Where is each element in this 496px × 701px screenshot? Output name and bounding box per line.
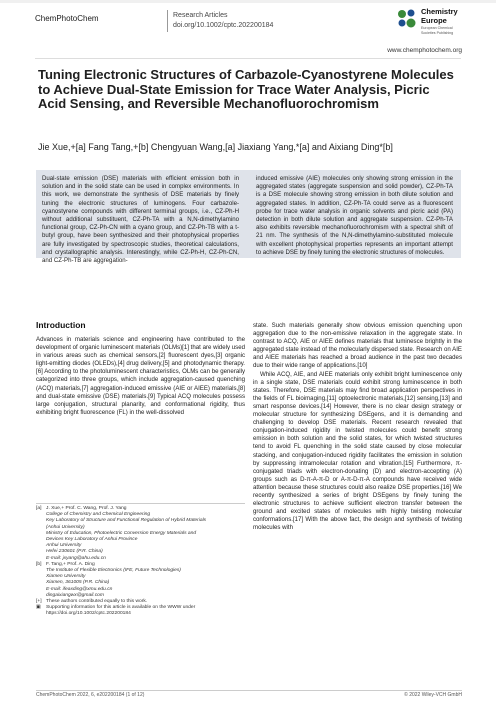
footnote-line: Hefei 230601 (P.R. China) [46, 549, 103, 555]
footnote-line: Devices Key Laboratory of Anhui Province [46, 537, 138, 543]
logo-subtitle-line2: Societies Publishing [421, 30, 454, 35]
footnote-line: F. Tang,+ Prof. A. Ding [46, 561, 95, 567]
top-rule [0, 0, 496, 3]
footnote-line: Xiamen University [46, 574, 86, 580]
footnote-mark: [b] [36, 561, 42, 567]
journal-name: ChemPhotoChem [35, 14, 99, 23]
footnote-a [36, 506, 245, 562]
body-left-column [36, 336, 245, 417]
abstract-left-column: Dual-state emission (DSE) materials with efficient emission both in solution and in the solid state can be used in complex environments. In this work, we demonstrate the synthesis of DSE materials by finely tuning the electronic structures of luminogens. Four carbazole-cyanostyrene compounds with different terminal groups, i.e., CZ-Ph-H without additional substituent, CZ-Ph-TA with a N,N-dimethylamino functional group, CZ-Ph-CN with a cyano group, and CZ-Ph-TB with a t-butyl group, have been synthesized and their photophysical properties are fully investigated by spectroscopic studies, theoretical calculations, and crystallographic analysis. Interestingly, while CZ-Ph-H, CZ-Ph-CN, and CZ-Ph-TB are aggregation- [42, 175, 239, 265]
article-title: Tuning Electronic Structures of Carbazole-Cyanostyrene Molecules to Achieve Dual-State Emission for Trace Water Analysis, Picric Acid Sensing, and Reversible Mechanofluorochromism [38, 67, 454, 111]
footer-citation: ChemPhotoChem 2022, 6, e202200184 (1 of 12) [36, 692, 145, 698]
footnote-email[interactable]: E-mail: ifeaxding@xmu.edu.cn [46, 586, 113, 592]
author-list: Jie Xue,+[a] Fang Tang,+[b] Chengyuan Wang,[a] Jiaxiang Yang,*[a] and Aixiang Ding*[b] [38, 142, 393, 152]
logo-title-line2: Europe [421, 15, 447, 25]
affiliation-footnotes [36, 506, 245, 618]
abstract-right-column: induced emissive (AIE) molecules only showing strong emission in the aggregated states (aggregate suspension and solid powder), CZ-Ph-TA is a DSE molecule showing strong emission in both dilute solution and aggregated states. In addition, CZ-Ph-TA could serve as a fluorescent probe for trace water analysis in organic solvents and picric acid (PA) detection in both dilute solution and aggregate suspension. CZ-Ph-TA also exhibits reversible mechanofluorochromism with a spectral shift of 21 nm. The synthesis of the N,N-dimethylamino-substituted molecule with excellent photophysical properties represents an important attempt to achieve DSE by finely tuning the electronic structures of molecules. [256, 175, 453, 256]
article-type: Research Articles [173, 12, 228, 19]
footnote-email[interactable]: dingaixiangwx@gmail.com [46, 592, 104, 598]
chemistry-europe-logo[interactable] [396, 6, 486, 40]
body-paragraph: Advances in materials science and engineering have contributed to the development of organic luminescent materials (OLMs)[1] that are widely used in various areas such as chemical sensors,[2] fluorescent dyes,[3] organic light-emitting diodes (OLEDs),[4] drug delivery,[5] and photodynamic therapy.[6] According to the photoluminescent characteristics, OLMs can be generally categorized into three groups, which include aggregation-caused quenching (ACQ) materials,[7] aggregation-induced emissive (AIE or AIEE) materials,[8] and dual-state emissive (DSE) materials.[9] Typical ACQ molecules possess large conjugation, structural planarity, and conformational rigidity, thus exhibiting bright fluorescence (FL) in the well-dissolved [36, 336, 245, 416]
footnote-line: The Institute of Flexible Electronics (IFE, Future Technologies) [46, 568, 181, 574]
logo-title [421, 8, 458, 25]
journal-website-link[interactable]: www.chemphotochem.org [387, 47, 462, 54]
footnote-line: (Anhui University) [46, 524, 85, 530]
footer-rule [36, 690, 462, 691]
footnote-line: Anhui University [46, 543, 82, 549]
chemistry-europe-emblem-icon [396, 8, 418, 30]
doi-link[interactable]: doi.org/10.1002/cptc.202200184 [173, 22, 274, 29]
footer-copyright: © 2022 Wiley-VCH GmbH [404, 692, 462, 698]
introduction-heading: Introduction [36, 320, 86, 330]
header-separator [167, 10, 168, 32]
footnote-email[interactable]: E-mail: jxyang@ahu.edu.cn [46, 555, 106, 561]
footnote-line: Supporting information for this article is available on the WWW under [46, 605, 196, 611]
header-rule [35, 58, 461, 59]
footnote-line: College of Chemistry and Chemical Engineering [46, 512, 151, 518]
supporting-info-icon: ▣ [36, 605, 41, 611]
supporting-info-link[interactable]: https://doi.org/10.1002/cptc.202200184 [46, 611, 131, 617]
footnote-mark: [+] [36, 599, 42, 605]
footnote-line: Key Laboratory of Structure and Functional Regulation of Hybrid Materials [46, 518, 207, 524]
logo-title-line1: Chemistry [421, 7, 458, 16]
logo-subtitle-line1: European Chemical [421, 26, 453, 30]
footnote-mark: [a] [36, 506, 42, 511]
abstract-box [36, 170, 461, 265]
footnote-b [36, 562, 245, 599]
body-paragraph: state. Such materials generally show obvious emission quenching upon aggregation due to the non-emissive relaxation in the aggregate state. In contrast to ACQ, AIE or AIEE defines materials that luminesce brightly in the aggregated state instead of the molecularly dispersed state. Research on AIE and AIEE materials has reached a broad audience in the past two decades due to their wide range of applications.[10] [253, 322, 462, 370]
footnote-rule [36, 503, 245, 504]
footnote-line: These authors contributed equally to this work. [46, 599, 148, 605]
logo-subtitle [421, 26, 453, 35]
footnote-line: Ministry of Education, Photoelectric Conversion Energy Materials and [46, 530, 197, 536]
footnote-supporting-info [36, 605, 245, 617]
footnote-line: Xiamen, 361005 (P.R. China) [46, 580, 110, 586]
body-right-column [253, 322, 462, 532]
body-paragraph: While ACQ, AIE, and AIEE materials only exhibit bright luminescence only in a single state, DSE materials could exhibit strong luminescence in both states. Therefore, DSE materials may find broad application perspectives in the fields of FL bioimaging,[11] optoelectronic materials,[12] sensing,[13] and smart response devices.[14] However, there is no clear design strategy or molecular structure for synthesizing DSEgens, and it is demanding and challenging to develop DSE materials. Recent research revealed that conjugation-induced rigidity in twisted molecules could benefit strong emission in both solution and the solid states, for which twisted structures tend to avoid FL quenching in the solid state caused by close molecular stacking, and conjugation-induced rigidity facilitates the emission in solution by suppressing intramolecular rotation and vibration.[15] Furthermore, π-conjugated triads with electron-donating (D) and electron-accepting (A) groups such as D-π-A-π-D or A-π-D-π-A compounds have received wide attention because these structures could also realize DSE properties.[16] We recently synthesized a series of bright DSEgens by finely tuning the electronic structures to achieve sufficient electron transfer between the ground and excited states of molecules with highly twisting molecular conformations.[17] With the above fact, the design and synthesis of twisting molecules with [253, 370, 462, 532]
footnote-line: J. Xue,+ Prof. C. Wang, Prof. J. Yang [46, 506, 127, 511]
